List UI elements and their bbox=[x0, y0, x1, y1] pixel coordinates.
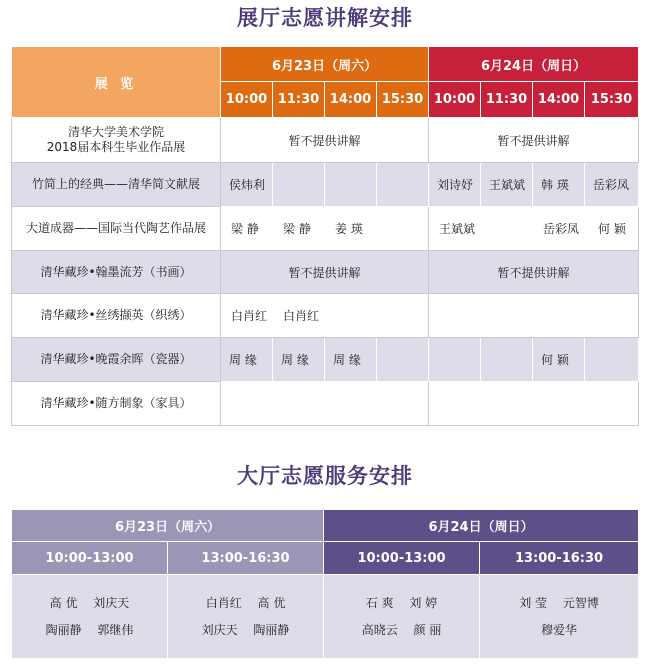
exhibit-header: 展 览 bbox=[12, 47, 221, 118]
hall-schedule-table bbox=[11, 509, 639, 659]
volunteer-cell bbox=[585, 338, 639, 382]
volunteer-line: 陶丽静 郭继伟 bbox=[45, 622, 134, 637]
volunteer-group bbox=[429, 294, 639, 338]
slot-volunteers bbox=[480, 575, 639, 659]
table-row bbox=[12, 338, 639, 382]
volunteer-cell: 何 颖 bbox=[533, 338, 585, 382]
volunteer-group bbox=[429, 382, 639, 426]
time-header: 14:00 bbox=[325, 82, 377, 118]
volunteer-group bbox=[429, 207, 639, 251]
volunteer-line: 高 优 刘庆天 bbox=[49, 595, 130, 610]
gallery-schedule-table bbox=[11, 46, 639, 426]
volunteer-cell: 周 缘 bbox=[325, 338, 377, 382]
table-row bbox=[12, 294, 639, 338]
time-header: 11:30 bbox=[481, 82, 533, 118]
volunteer-cell: 梁 静 bbox=[231, 222, 259, 236]
volunteer-cell bbox=[377, 163, 429, 207]
time-header: 11:30 bbox=[273, 82, 325, 118]
volunteer-cell bbox=[481, 338, 533, 382]
table-row bbox=[12, 163, 639, 207]
hall-day2-header: 6月24日（周日） bbox=[324, 510, 639, 542]
volunteer-cell: 白肖红 bbox=[283, 309, 320, 323]
table-row bbox=[12, 118, 639, 163]
volunteer-cell bbox=[429, 338, 481, 382]
volunteer-line: 刘 莹 元智博 bbox=[519, 595, 599, 610]
slot-volunteers bbox=[12, 575, 168, 659]
volunteer-group bbox=[221, 382, 429, 426]
volunteer-cell: 王斌斌 bbox=[439, 222, 476, 236]
volunteer-cell bbox=[273, 163, 325, 207]
volunteer-cell: 姜 瑛 bbox=[335, 222, 363, 236]
time-header: 10:00 bbox=[429, 82, 481, 118]
volunteer-line: 白肖红 高 优 bbox=[205, 595, 286, 610]
no-tour-note: 暂不提供讲解 bbox=[429, 118, 639, 163]
volunteer-cell: 侯炜利 bbox=[221, 163, 273, 207]
exhibit-name: 竹简上的经典——清华简文献展 bbox=[12, 163, 221, 207]
table-row bbox=[12, 251, 639, 294]
volunteer-cell: 梁 静 bbox=[283, 222, 311, 236]
time-header: 15:30 bbox=[377, 82, 429, 118]
volunteer-line: 刘庆天 陶丽静 bbox=[201, 622, 290, 637]
volunteer-cell: 周 缘 bbox=[221, 338, 273, 382]
exhibit-name: 清华藏珍•翰墨流芳（书画） bbox=[12, 251, 221, 294]
exhibit-name-line: 2018届本科生毕业作品展 bbox=[46, 140, 186, 154]
volunteer-group bbox=[221, 294, 429, 338]
slot-time: 13:00-16:30 bbox=[480, 542, 639, 575]
volunteer-line: 高晓云 颜 丽 bbox=[361, 622, 442, 637]
slot-time: 13:00-16:30 bbox=[168, 542, 324, 575]
table-row bbox=[12, 382, 639, 426]
volunteer-cell: 韩 瑛 bbox=[533, 163, 585, 207]
time-header: 15:30 bbox=[585, 82, 639, 118]
exhibit-name: 清华藏珍•晚霞余晖（瓷器） bbox=[12, 338, 221, 382]
volunteer-cell: 王斌斌 bbox=[481, 163, 533, 207]
volunteer-cell bbox=[325, 163, 377, 207]
volunteer-cell: 岳彩凤 bbox=[585, 163, 639, 207]
slot-time: 10:00-13:00 bbox=[324, 542, 480, 575]
slot-time: 10:00-13:00 bbox=[12, 542, 168, 575]
volunteer-group bbox=[221, 207, 429, 251]
no-tour-note: 暂不提供讲解 bbox=[221, 118, 429, 163]
volunteer-cell: 刘诗妤 bbox=[429, 163, 481, 207]
volunteer-cell: 何 颖 bbox=[598, 222, 626, 236]
day1-header: 6月23日（周六） bbox=[221, 47, 429, 82]
volunteer-cell: 周 缘 bbox=[273, 338, 325, 382]
volunteer-cell bbox=[377, 338, 429, 382]
no-tour-note: 暂不提供讲解 bbox=[221, 251, 429, 294]
exhibit-name: 大道成器——国际当代陶艺作品展 bbox=[12, 207, 221, 251]
time-header: 14:00 bbox=[533, 82, 585, 118]
time-header: 10:00 bbox=[221, 82, 273, 118]
table-row bbox=[12, 207, 639, 251]
exhibit-name: 清华藏珍•随方制象（家具） bbox=[12, 382, 221, 426]
volunteer-cell: 白肖红 bbox=[231, 309, 268, 323]
slot-volunteers bbox=[168, 575, 324, 659]
slot-volunteers bbox=[324, 575, 480, 659]
no-tour-note: 暂不提供讲解 bbox=[429, 251, 639, 294]
day2-header: 6月24日（周日） bbox=[429, 47, 639, 82]
exhibit-name bbox=[12, 118, 221, 163]
hall-day1-header: 6月23日（周六） bbox=[12, 510, 324, 542]
exhibit-name: 清华藏珍•丝绣撷英（织绣） bbox=[12, 294, 221, 338]
volunteer-cell: 岳彩凤 bbox=[543, 222, 580, 236]
gallery-schedule-title: 展厅志愿讲解安排 bbox=[237, 6, 413, 30]
volunteer-line: 穆爱华 bbox=[541, 622, 578, 637]
hall-schedule-title: 大厅志愿服务安排 bbox=[237, 464, 413, 488]
exhibit-name-line: 清华大学美术学院 bbox=[67, 125, 164, 139]
volunteer-line: 石 爽 刘 婷 bbox=[365, 595, 438, 610]
